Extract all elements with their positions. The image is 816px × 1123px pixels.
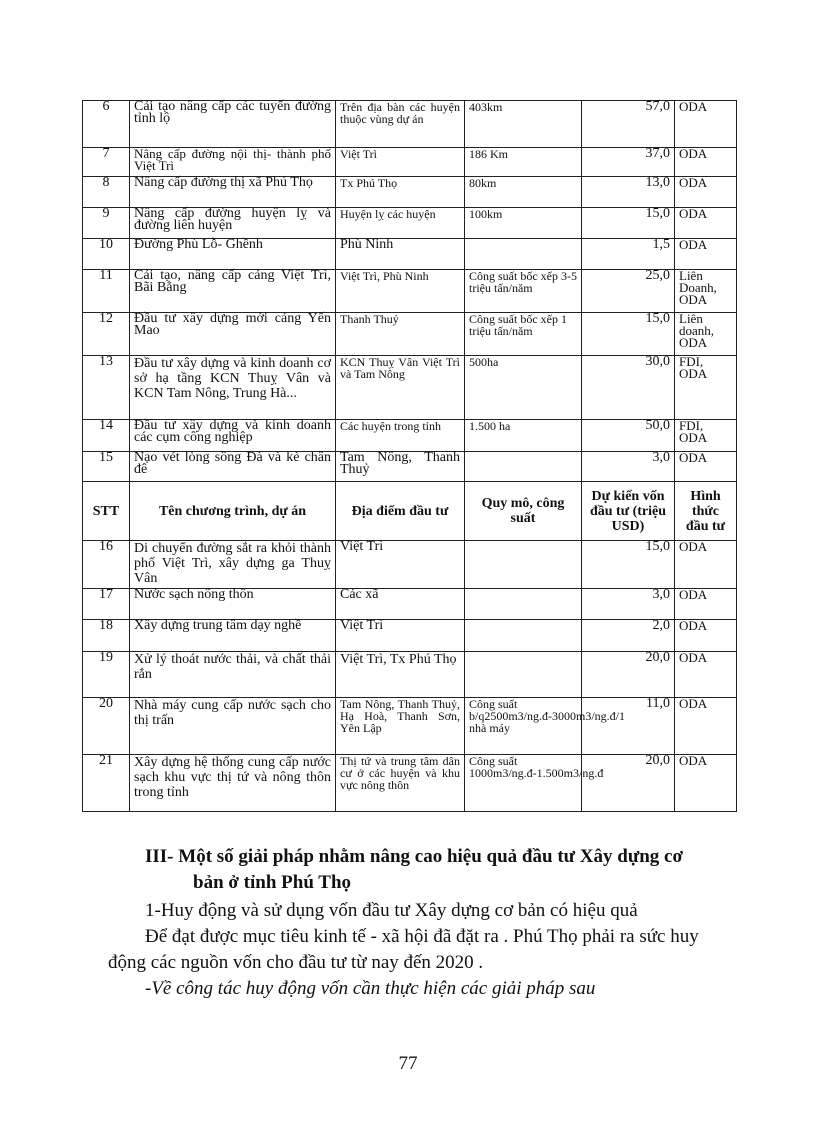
- form-cell: Liên doanh, ODA: [675, 313, 737, 356]
- capital-cell: 50,0: [582, 420, 675, 452]
- table-row: [83, 356, 737, 420]
- form-cell: ODA: [675, 452, 737, 482]
- location-cell: Các huyện trong tỉnh: [336, 420, 465, 452]
- capital-cell: 20,0: [582, 652, 675, 698]
- table-row: [83, 148, 737, 177]
- stt-cell: 18: [83, 620, 130, 652]
- table-row: [83, 652, 737, 698]
- paragraph-3: -Về công tác huy động vốn cần thực hiện các giải pháp sau: [145, 978, 596, 999]
- section-heading-line-2: bản ở tỉnh Phú Thọ: [193, 872, 352, 893]
- scale-cell: Công suất b/q2500m3/ng.đ-3000m3/ng.đ/1 nhà máy: [465, 698, 582, 755]
- location-cell: Việt Trì: [336, 148, 465, 177]
- header-scale: Quy mô, công suất: [465, 482, 582, 541]
- project-name-cell: Nâng cấp đường huyện lỵ và đường liên huyện: [130, 208, 336, 239]
- capital-cell: 15,0: [582, 208, 675, 239]
- scale-cell: [465, 541, 582, 589]
- capital-cell: 13,0: [582, 177, 675, 208]
- table-row: [83, 313, 737, 356]
- header-location: Địa điểm đầu tư: [336, 482, 465, 541]
- section-heading-line-1: III- Một số giải pháp nhằm nâng cao hiệu quả đầu tư Xây dựng cơ: [145, 846, 684, 867]
- location-cell: Tam Nông, Thanh Thuỷ, Hạ Hoà, Thanh Sơn, Yên Lập: [336, 698, 465, 755]
- form-cell: ODA: [675, 755, 737, 812]
- capital-cell: 3,0: [582, 589, 675, 620]
- stt-cell: 12: [83, 313, 130, 356]
- scale-cell: Công suất 1000m3/ng.đ-1.500m3/ng.đ: [465, 755, 582, 812]
- project-name-cell: Đường Phù Lỗ- Ghềnh: [130, 239, 336, 270]
- scale-cell: [465, 620, 582, 652]
- project-name-cell: Nâng cấp đường nội thị- thành phố Việt Trì: [130, 148, 336, 177]
- stt-cell: 21: [83, 755, 130, 812]
- location-cell: Tx Phú Thọ: [336, 177, 465, 208]
- stt-cell: 10: [83, 239, 130, 270]
- capital-cell: 25,0: [582, 270, 675, 313]
- form-cell: ODA: [675, 620, 737, 652]
- project-name-cell: Đầu tư xây dựng và kinh doanh các cụm công nghiệp: [130, 420, 336, 452]
- stt-cell: 6: [83, 101, 130, 148]
- paragraph-2-line-2: động các nguồn vốn cho đầu tư từ nay đến 2020 .: [108, 952, 484, 973]
- capital-cell: 1,5: [582, 239, 675, 270]
- capital-cell: 20,0: [582, 755, 675, 812]
- form-cell: Liên Doanh, ODA: [675, 270, 737, 313]
- stt-cell: 13: [83, 356, 130, 420]
- scale-cell: Công suất bốc xếp 3-5 triệu tấn/năm: [465, 270, 582, 313]
- location-cell: Các xã: [336, 589, 465, 620]
- scale-cell: 80km: [465, 177, 582, 208]
- capital-cell: 3,0: [582, 452, 675, 482]
- capital-cell: 15,0: [582, 313, 675, 356]
- location-cell: Phù Ninh: [336, 239, 465, 270]
- capital-cell: 15,0: [582, 541, 675, 589]
- table-row: [83, 270, 737, 313]
- location-cell: Việt Trì, Phù Ninh: [336, 270, 465, 313]
- project-name-cell: Nhà máy cung cấp nước sạch cho thị trấn: [130, 698, 336, 755]
- project-name-cell: Di chuyển đường sắt ra khỏi thành phố Việt Trì, xây dựng ga Thuỵ Vân: [130, 541, 336, 589]
- scale-cell: 100km: [465, 208, 582, 239]
- scale-cell: [465, 589, 582, 620]
- paragraph-2-line-1: Để đạt được mục tiêu kinh tế - xã hội đã đặt ra . Phú Thọ phải ra sức huy: [145, 926, 699, 947]
- form-cell: ODA: [675, 148, 737, 177]
- capital-cell: 11,0: [582, 698, 675, 755]
- header-form: Hình thức đầu tư: [675, 482, 737, 541]
- table-row: [83, 177, 737, 208]
- project-name-cell: Cải tạo nâng cấp các tuyến đường tỉnh lộ: [130, 101, 336, 148]
- location-cell: Trên địa bàn các huyện thuộc vùng dự án: [336, 101, 465, 148]
- stt-cell: 11: [83, 270, 130, 313]
- investment-project-table: [82, 100, 737, 812]
- stt-cell: 9: [83, 208, 130, 239]
- form-cell: FDI, ODA: [675, 420, 737, 452]
- capital-cell: 37,0: [582, 148, 675, 177]
- header-project-name: Tên chương trình, dự án: [130, 482, 336, 541]
- stt-cell: 7: [83, 148, 130, 177]
- location-cell: Thị tứ và trung tâm dân cư ở các huyện và khu vực nông thôn: [336, 755, 465, 812]
- stt-cell: 17: [83, 589, 130, 620]
- table-row: [83, 420, 737, 452]
- form-cell: ODA: [675, 101, 737, 148]
- page-number: 77: [398, 1053, 418, 1074]
- project-name-cell: Nước sạch nông thôn: [130, 589, 336, 620]
- location-cell: KCN Thuỵ Vân Việt Trì và Tam Nông: [336, 356, 465, 420]
- form-cell: ODA: [675, 541, 737, 589]
- scale-cell: Công suất bốc xếp 1 triệu tấn/năm: [465, 313, 582, 356]
- scale-cell: [465, 452, 582, 482]
- table-row: [83, 698, 737, 755]
- project-name-cell: Cải tạo, nâng cấp cảng Việt Trì, Bãi Bằng: [130, 270, 336, 313]
- table-row: [83, 620, 737, 652]
- form-cell: ODA: [675, 652, 737, 698]
- scale-cell: 500ha: [465, 356, 582, 420]
- project-name-cell: Đầu tư xây dựng và kinh doanh cơ sở hạ tầng KCN Thuỵ Vân và KCN Tam Nông, Trung Hà...: [130, 356, 336, 420]
- form-cell: ODA: [675, 239, 737, 270]
- stt-cell: 20: [83, 698, 130, 755]
- project-name-cell: Xây dựng trung tâm dạy nghề: [130, 620, 336, 652]
- location-cell: Việt Trì: [336, 620, 465, 652]
- stt-cell: 15: [83, 452, 130, 482]
- project-name-cell: Đầu tư xây dựng mới cảng Yến Mao: [130, 313, 336, 356]
- location-cell: Thanh Thuỷ: [336, 313, 465, 356]
- table-row: [83, 755, 737, 812]
- stt-cell: 19: [83, 652, 130, 698]
- capital-cell: 30,0: [582, 356, 675, 420]
- header-capital: Dự kiến vốn đầu tư (triệu USD): [582, 482, 675, 541]
- form-cell: ODA: [675, 698, 737, 755]
- form-cell: ODA: [675, 208, 737, 239]
- table-row: [83, 239, 737, 270]
- capital-cell: 2,0: [582, 620, 675, 652]
- scale-cell: [465, 239, 582, 270]
- table-row: [83, 452, 737, 482]
- form-cell: ODA: [675, 589, 737, 620]
- capital-cell: 57,0: [582, 101, 675, 148]
- location-cell: Huyện lỵ các huyện: [336, 208, 465, 239]
- location-cell: Việt Trì: [336, 541, 465, 589]
- stt-cell: 16: [83, 541, 130, 589]
- table-row: [83, 101, 737, 148]
- table-header-row: [83, 482, 737, 541]
- table-row: [83, 589, 737, 620]
- scale-cell: 403km: [465, 101, 582, 148]
- project-name-cell: Xử lý thoát nước thải, và chất thải rắn: [130, 652, 336, 698]
- form-cell: ODA: [675, 177, 737, 208]
- table-row: [83, 541, 737, 589]
- project-name-cell: Nạo vét lòng sông Đà và kè chân đê: [130, 452, 336, 482]
- scale-cell: 1.500 ha: [465, 420, 582, 452]
- stt-cell: 8: [83, 177, 130, 208]
- location-cell: Tam Nông, Thanh Thuỷ: [336, 452, 465, 482]
- form-cell: FDI, ODA: [675, 356, 737, 420]
- project-name-cell: Nâng cấp đường thị xã Phú Thọ: [130, 177, 336, 208]
- location-cell: Việt Trì, Tx Phú Thọ: [336, 652, 465, 698]
- header-stt: STT: [83, 482, 130, 541]
- stt-cell: 14: [83, 420, 130, 452]
- paragraph-1: 1-Huy động và sử dụng vốn đầu tư Xây dựng cơ bản có hiệu quả: [145, 900, 638, 921]
- table-row: [83, 208, 737, 239]
- project-name-cell: Xây dựng hệ thống cung cấp nước sạch khu vực thị tứ và nông thôn trong tỉnh: [130, 755, 336, 812]
- scale-cell: 186 Km: [465, 148, 582, 177]
- scale-cell: [465, 652, 582, 698]
